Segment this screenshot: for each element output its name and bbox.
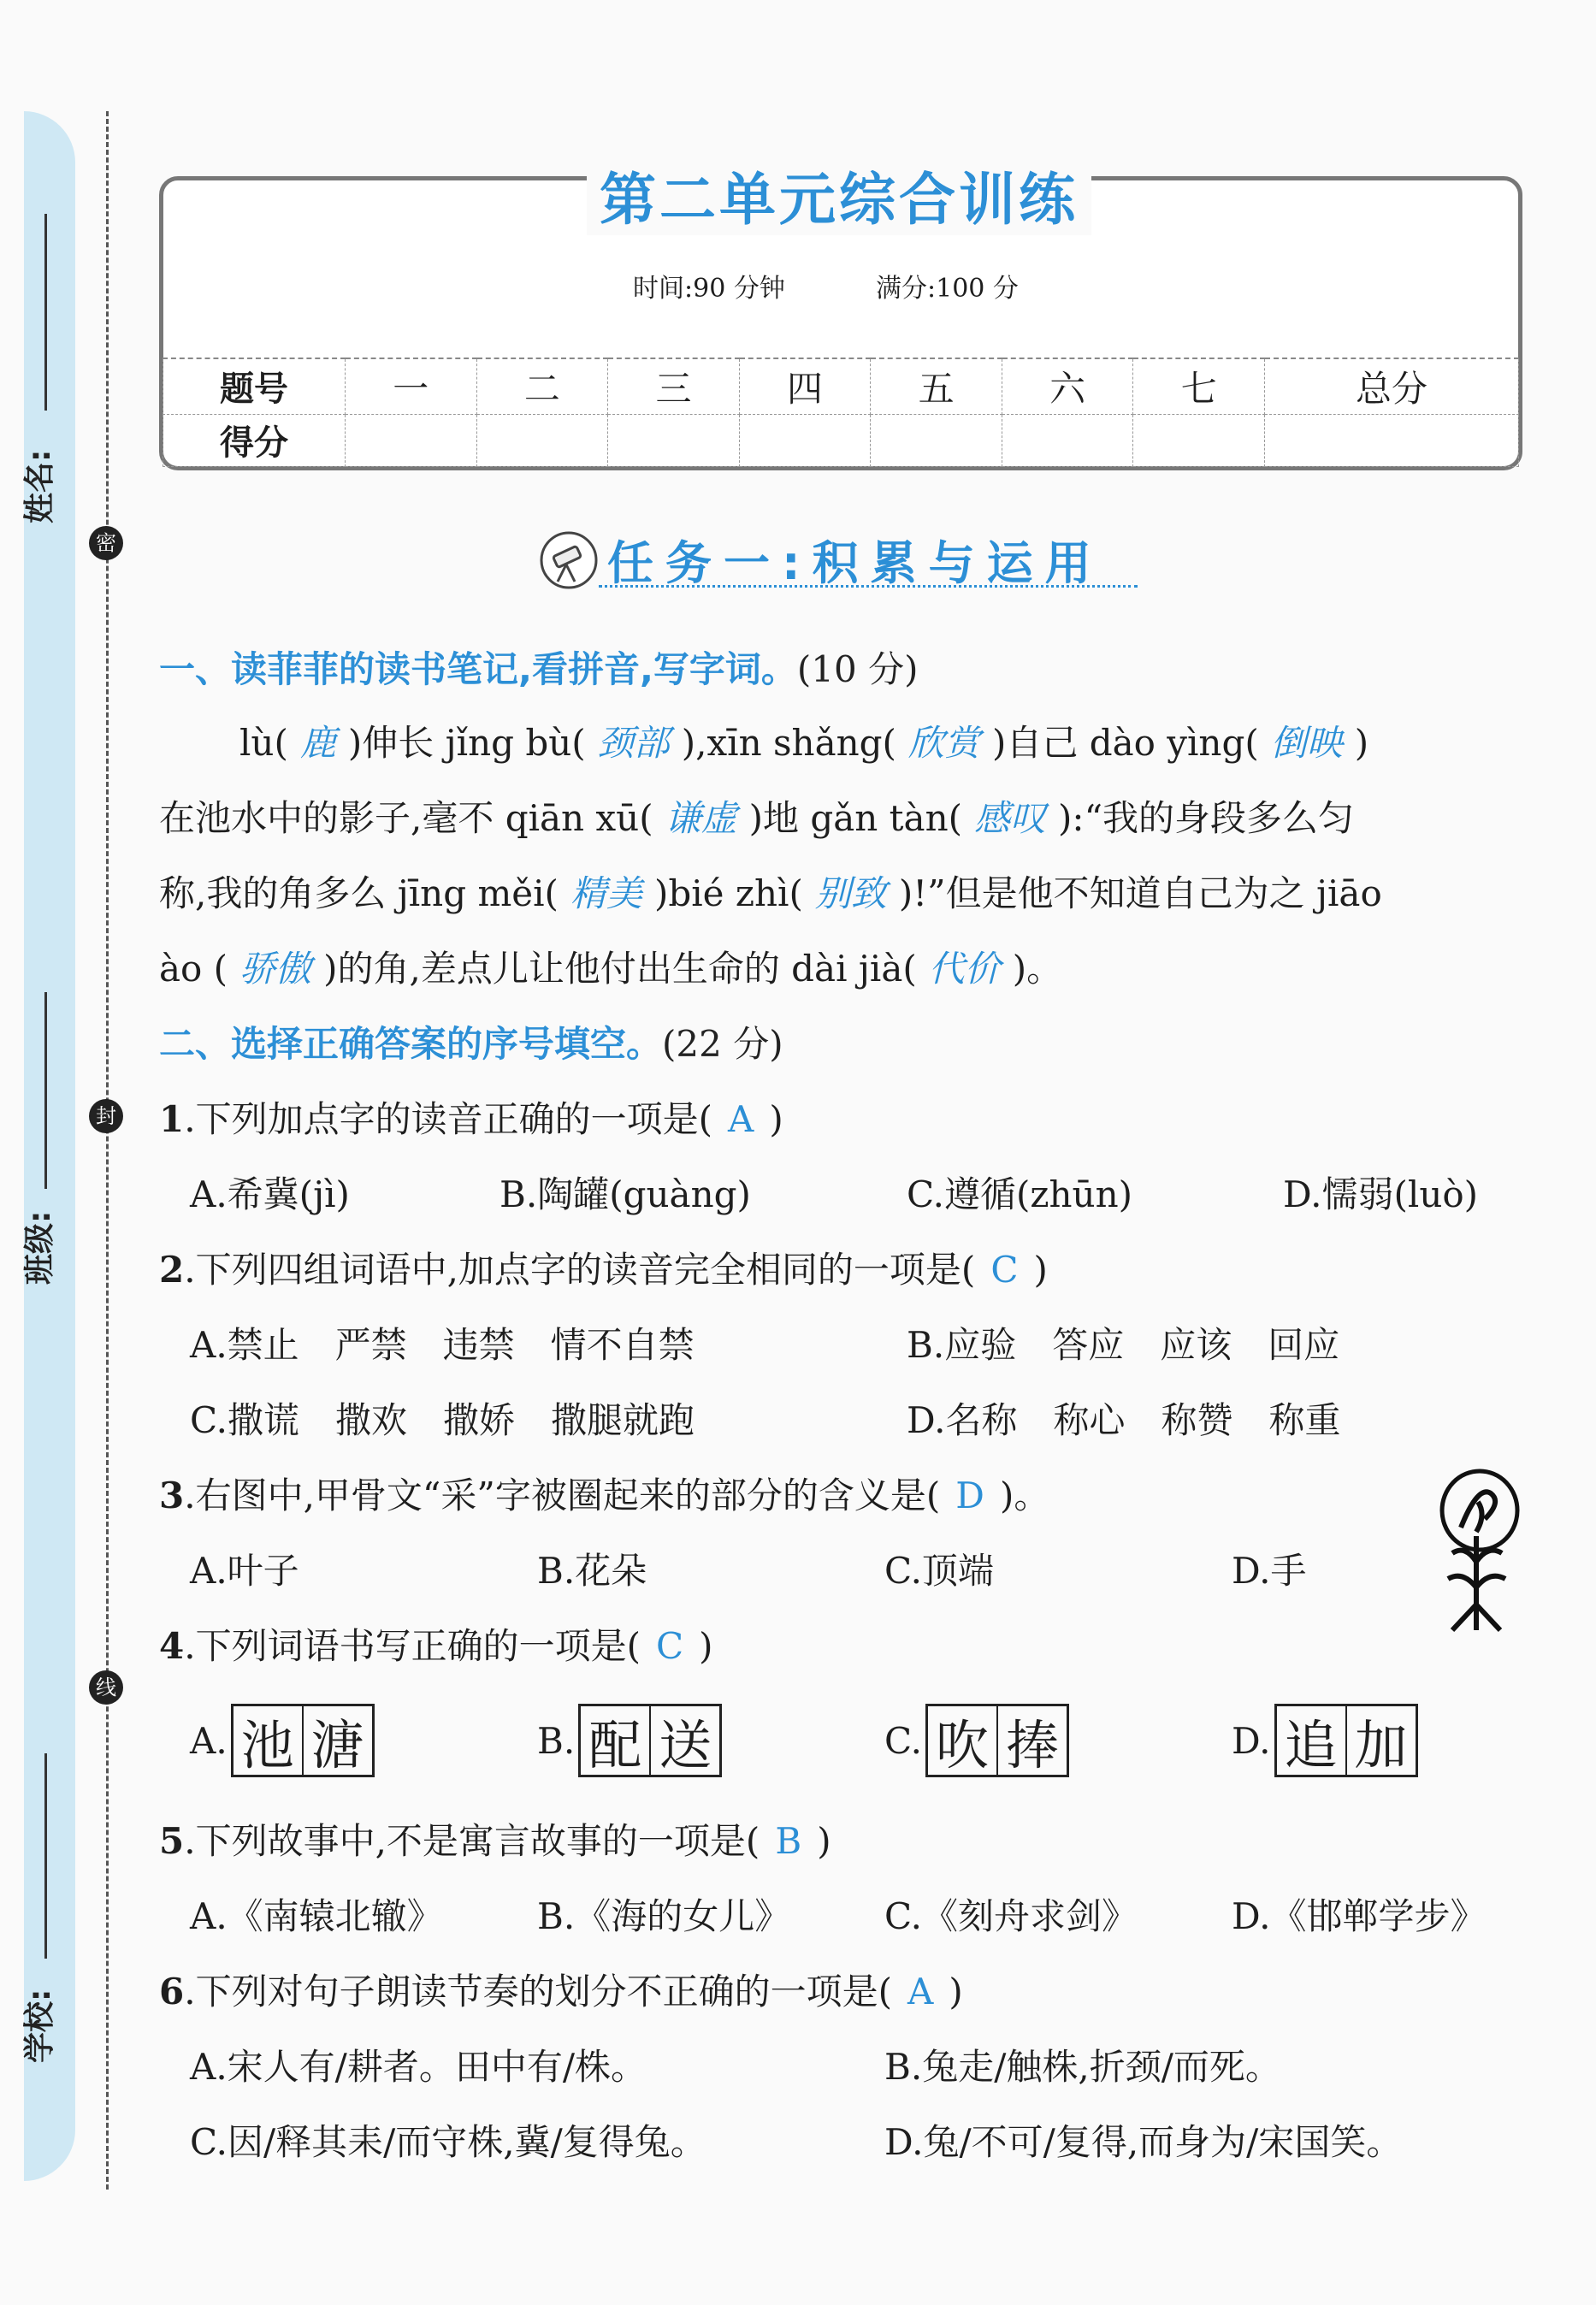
class-line xyxy=(44,992,47,1189)
score-input-cell[interactable] xyxy=(608,414,740,466)
cut-line xyxy=(106,111,109,2190)
option-letter: D. xyxy=(1232,1719,1271,1762)
score-table-score-row xyxy=(163,414,1519,466)
text: ) xyxy=(699,1625,713,1667)
question-number: 6 xyxy=(159,1971,185,2012)
school-label: 学校: xyxy=(22,1989,57,2063)
question-number: 3 xyxy=(159,1475,185,1516)
answer: 代价 xyxy=(928,948,1001,990)
task-underline xyxy=(599,585,1138,588)
score-table-cell: 五 xyxy=(871,358,1002,414)
answer: 谦虚 xyxy=(665,797,737,839)
score-table-cell: 七 xyxy=(1133,358,1265,414)
q6-option-b: B.兔走/触株,折颈/而死。 xyxy=(884,2046,1281,2088)
section1-line2 xyxy=(159,790,1354,842)
text: )。 xyxy=(1012,948,1063,990)
question-stem: .右图中,甲骨文“采”字被圈起来的部分的含义是( xyxy=(184,1475,941,1516)
score-table-header-row xyxy=(163,358,1519,414)
class-label: 班级: xyxy=(22,1210,57,1285)
section2-heading xyxy=(159,1016,783,1067)
text: )的角,差点儿让他付出生命的 dài jià( xyxy=(323,948,917,990)
q2-option-c: C.撒谎 撒欢 撒娇 撒腿就跑 xyxy=(190,1399,695,1441)
word-cells xyxy=(231,1704,375,1777)
q3-option-a: A.叶子 xyxy=(190,1550,299,1592)
text: 在池水中的影子,毫不 qiān xū( xyxy=(159,797,653,839)
score-table-cell: 四 xyxy=(739,358,871,414)
score-input-cell[interactable] xyxy=(476,414,608,466)
text: ) xyxy=(949,1971,963,2012)
task-title: 任务一:积累与运用 xyxy=(607,536,1103,590)
option-letter: C. xyxy=(884,1719,922,1762)
page-title: 第二单元综合训练 xyxy=(587,154,1091,235)
q1-option-c: C.遵循(zhūn) xyxy=(907,1173,1133,1215)
answer: C xyxy=(990,1249,1019,1291)
q5-option-d: D.《邯郸学步》 xyxy=(1232,1895,1487,1937)
word-cell: 吹 xyxy=(928,1706,998,1775)
q3-option-c: C.顶端 xyxy=(884,1550,994,1592)
name-line xyxy=(44,214,47,411)
section1-heading-text: 一、读菲菲的读书笔记,看拼音,写字词。 xyxy=(159,648,797,690)
answer: 感叹 xyxy=(974,797,1047,839)
score-table-cell: 二 xyxy=(476,358,608,414)
seal-xian: 线 xyxy=(89,1670,123,1705)
answer: 倒映 xyxy=(1270,722,1343,764)
answer: D xyxy=(955,1475,984,1516)
text: ) xyxy=(769,1098,783,1140)
section1-points: (10 分) xyxy=(796,648,919,690)
option-letter: B. xyxy=(537,1719,576,1762)
answer: 颈部 xyxy=(597,722,670,764)
section2-points: (22 分) xyxy=(662,1023,783,1065)
word-cells xyxy=(1274,1704,1418,1777)
score-table-cell: 一 xyxy=(346,358,477,414)
word-cell: 加 xyxy=(1354,1713,1408,1776)
text: ) xyxy=(1354,722,1369,764)
answer: A xyxy=(907,1971,934,2012)
question-3 xyxy=(159,1468,1049,1519)
q2-option-d: D.名称 称心 称赞 称重 xyxy=(907,1399,1341,1441)
question-1 xyxy=(159,1091,783,1143)
score-input-cell[interactable] xyxy=(1133,414,1265,466)
exam-time: 时间:90 分钟 xyxy=(633,274,785,304)
score-input-cell[interactable] xyxy=(1002,414,1133,466)
school-line xyxy=(44,1753,47,1959)
score-row-label: 得分 xyxy=(163,414,346,466)
section1-line3 xyxy=(159,866,1382,917)
q4-option-b xyxy=(537,1704,722,1777)
score-table-cell: 总分 xyxy=(1265,358,1519,414)
question-stem: .下列四组词语中,加点字的读音完全相同的一项是( xyxy=(184,1249,976,1291)
q4-option-a xyxy=(190,1704,375,1777)
q3-option-b: B.花朵 xyxy=(537,1550,647,1592)
question-stem: .下列对句子朗读节奏的划分不正确的一项是( xyxy=(184,1971,892,2012)
word-cell: 池 xyxy=(233,1706,304,1775)
score-table-cell: 题号 xyxy=(163,358,346,414)
question-2 xyxy=(159,1242,1048,1293)
answer: 骄傲 xyxy=(239,948,312,990)
q2-option-b: B.应验 答应 应该 回应 xyxy=(907,1324,1340,1366)
text: )!”但是他不知道自己为之 jiāo xyxy=(898,872,1382,914)
q4-option-c xyxy=(884,1704,1069,1777)
answer: C xyxy=(655,1625,684,1667)
q1-option-d: D.懦弱(luò) xyxy=(1283,1173,1479,1215)
text: ),xīn shǎng( xyxy=(681,722,896,764)
score-input-cell[interactable] xyxy=(1265,414,1519,466)
word-cell: 追 xyxy=(1277,1706,1347,1775)
question-number: 2 xyxy=(159,1249,185,1291)
q3-option-d: D.手 xyxy=(1232,1550,1307,1592)
section2-heading-text: 二、选择正确答案的序号填空。 xyxy=(159,1023,663,1065)
word-cells xyxy=(925,1704,1069,1777)
text: )。 xyxy=(999,1475,1050,1516)
question-stem: .下列加点字的读音正确的一项是( xyxy=(184,1098,712,1140)
text: ):“我的身段多么匀 xyxy=(1058,797,1355,839)
section1-line1 xyxy=(239,715,1368,766)
word-cell: 捧 xyxy=(1005,1713,1059,1776)
exam-full-score: 满分:100 分 xyxy=(876,274,1019,304)
q6-option-c: C.因/释其耒/而守株,冀/复得兔。 xyxy=(190,2121,706,2163)
q6-option-a: A.宋人有/耕者。田中有/株。 xyxy=(190,2046,647,2088)
binding-strip xyxy=(24,111,75,2181)
score-table xyxy=(163,358,1519,467)
q1-option-b: B.陶罐(guàng) xyxy=(499,1173,751,1215)
q5-option-c: C.《刻舟求剑》 xyxy=(884,1895,1138,1937)
score-table-cell: 六 xyxy=(1002,358,1133,414)
text: ào ( xyxy=(159,948,228,990)
question-6 xyxy=(159,1964,963,2015)
answer: 精美 xyxy=(570,872,642,914)
option-letter: A. xyxy=(190,1719,228,1762)
name-label: 姓名: xyxy=(22,449,57,523)
text: )自己 dào yìng( xyxy=(991,722,1259,764)
answer: A xyxy=(727,1098,754,1140)
q1-option-a: A.希冀(jì) xyxy=(190,1173,350,1215)
score-input-cell[interactable] xyxy=(739,414,871,466)
score-input-cell[interactable] xyxy=(871,414,1002,466)
q4-option-d xyxy=(1232,1704,1418,1777)
text: )bié zhì( xyxy=(653,872,803,914)
seal-mi: 密 xyxy=(89,526,123,560)
answer: 别致 xyxy=(814,872,887,914)
text: ) xyxy=(817,1820,831,1862)
q5-option-b: B.《海的女儿》 xyxy=(537,1895,791,1937)
answer: 鹿 xyxy=(299,722,336,764)
q2-option-a: A.禁止 严禁 违禁 情不自禁 xyxy=(190,1324,695,1366)
score-input-cell[interactable] xyxy=(346,414,477,466)
text: ) xyxy=(1033,1249,1048,1291)
question-number: 1 xyxy=(159,1098,185,1140)
question-number: 5 xyxy=(159,1820,185,1862)
word-cells xyxy=(578,1704,722,1777)
section1-heading xyxy=(159,641,919,693)
question-number: 4 xyxy=(159,1625,185,1667)
q5-option-a: A.《南辕北辙》 xyxy=(190,1895,443,1937)
text: 称,我的角多么 jīng měi( xyxy=(159,872,559,914)
word-cell: 溏 xyxy=(310,1713,364,1776)
answer: B xyxy=(775,1820,802,1862)
seal-feng: 封 xyxy=(89,1099,123,1133)
question-5 xyxy=(159,1813,831,1865)
answer: 欣赏 xyxy=(907,722,980,764)
oracle-bone-cai-image xyxy=(1427,1468,1529,1639)
telescope-icon xyxy=(539,530,599,590)
question-stem: .下列故事中,不是寓言故事的一项是( xyxy=(184,1820,760,1862)
text: )地 gǎn tàn( xyxy=(748,797,963,839)
word-cell: 送 xyxy=(659,1713,712,1776)
score-table-cell: 三 xyxy=(608,358,740,414)
question-4 xyxy=(159,1618,713,1670)
text: lù( xyxy=(239,722,288,764)
question-stem: .下列词语书写正确的一项是( xyxy=(184,1625,641,1667)
text: )伸长 jǐng bù( xyxy=(347,722,586,764)
word-cell: 配 xyxy=(581,1706,651,1775)
section1-line4 xyxy=(159,941,1062,992)
q6-option-d: D.兔/不可/复得,而身为/宋国笑。 xyxy=(884,2121,1403,2163)
